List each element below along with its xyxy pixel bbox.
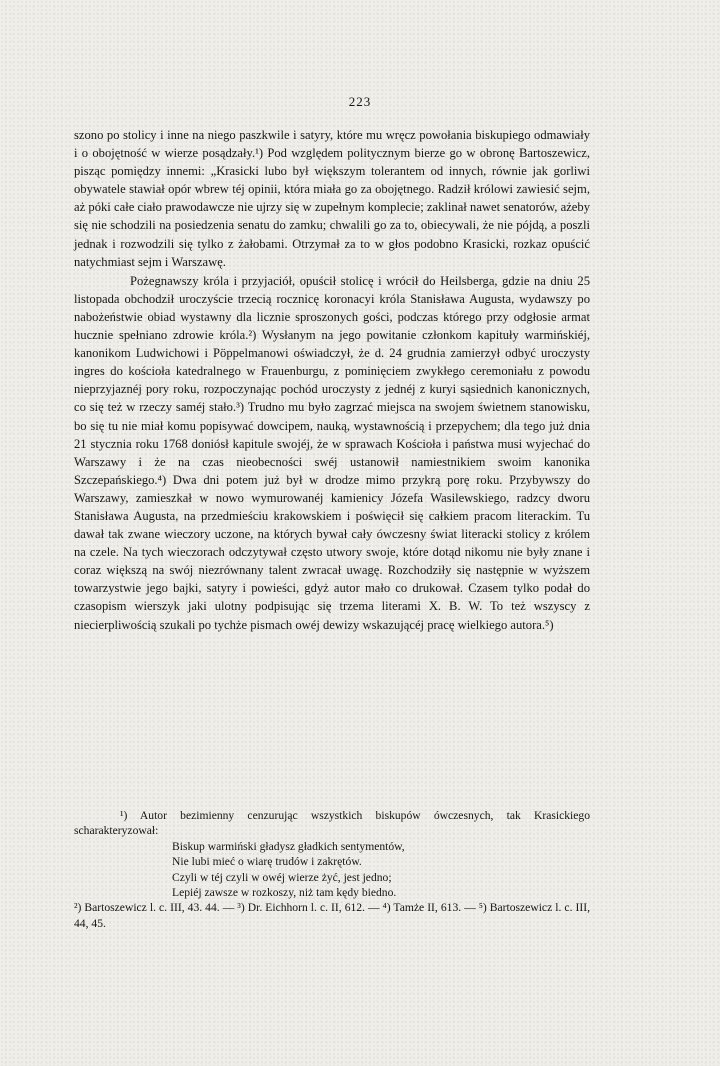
verse-line: Biskup warmiński gładysz gładkich sentymentów, xyxy=(172,839,405,853)
footnotes xyxy=(74,808,590,931)
verse-line: Czyli w téj czyli w owéj wierze żyć, jest jedno; xyxy=(172,870,392,884)
paragraph-2: Pożegnawszy króla i przyjaciół, opuścił stolicę i wrócił do Heilsberga, gdzie na dniu 25 listopada obchodził uroczyście trzecią rocznicę koronacyi króla Stanisława Augusta, wydawszy po nabożeństwie obiad wystawny dla licznie sproszonych gości, podczas którego przy odgłosie armat hucznie spełniano zdrowie króla.²) Wysłanym na jego powitanie członkom kapituły warmińskiéj, kanonikom Ludwichowi i Pöppelmanowi oświadczył, że d. 24 grudnia zamierzył odbyć uroczysty ingres do kościoła katedralnego w Frauenburgu, z pominięciem zwykłego ceremoniału z powodu nieprzyjaznéj pory roku, rozpoczynając pochód uroczysty z jednéj z kuryi sąsiednich kanonicznych, co się też w rzeczy saméj stało.³) Trudno mu było zagrzać miejsca na swojem świetnem stanowisku, bo się tu nie miał komu popisywać dowcipem, nauką, wystawnością i przepychem; dla tego już dnia 21 stycznia roku 1768 doniósł kapitule swojéj, że w sprawach Kościoła i państwa musi wyjechać do Warszawy i że na czas nieobecności swéj ustanowił namiestnikiem swoim kanonika Szczepańskiego.⁴) Dwa dni potem już był w drodze mimo przykrą porę roku. Przybywszy do Warszawy, zamieszkał w nowo wymurowanéj kamienicy Józefa Wasilewskiego, radzcy dworu Stanisława Augusta, na przedmieściu krakowskiem i poświęcił się całkiem pracom literackim. Tu dawał tak zwane wieczory uczone, na których bywał cały ówczesny świat literacki stolicy z królem na czele. Na tych wieczorach odczytywał często utwory swoje, które dotąd nikomu nie były znane i coraz większą na swój niezrównany talent zwracał uwagę. Rozchodziły się następnie w wyższem towarzystwie jego bajki, satyry i powieści, gdyż autor mało co drukował. Czasem tylko podał do czasopism wierszyk jaki ulotny podpisując się trzema literami X. B. W. To też wszyscy z niecierpliwością szukali po tychże pismach owéj dewizy wskazującéj pracę wielkiego autora.⁵) xyxy=(74,273,590,632)
paragraph-1: szono po stolicy i inne na niego paszkwile i satyry, które mu wręcz powołania biskupiego odmawiały i o obojętność w wierze posądzały.¹) Pod względem politycznym bierze go w obronę Bartoszewicz, pisząc pomiędzy innemi: „Krasicki lubo był większym tolerantem od innych, równie jak gorliwi obywatele stawiał opór wbrew téj opinii, która miała go za obojętnego. Radził królowi zawiesić sejm, aż póki całe ciało prawodawcze nie ujrzy się w zupełnym komplecie; zaklinał nawet senatorów, ażeby się nie schodzili na posiedzenia senatu do zamku; chwalili go za to, obiecywali, że nie pójdą, a poszli jednak i rozwodzili się tylko z żałobami. Otrzymał za to w głos podobno Krasicki, rozkaz opuścić natychmiast sejm i Warszawę. xyxy=(74,128,590,269)
verse-line: Nie lubi mieć o wiarę trudów i zakrętów. xyxy=(172,855,362,869)
footnote-references: ²) Bartoszewicz l. c. III, 43. 44. — ³) Dr. Eichhorn l. c. II, 612. — ⁴) Tamże II, 613. — ⁵) Bartoszewicz l. c. III, 44, 45. xyxy=(74,901,590,930)
verse-line: Lepiéj zawsze w rozkoszy, niż tam kędy biedno. xyxy=(172,886,397,900)
page-number: 223 xyxy=(348,94,372,109)
footnote-1-intro: ¹) Autor bezimienny cenzurując wszystkich biskupów ówczesnych, tak Krasickiego scharakteryzował: xyxy=(74,809,590,838)
body-text xyxy=(74,126,590,634)
footnote-verse xyxy=(74,839,590,901)
